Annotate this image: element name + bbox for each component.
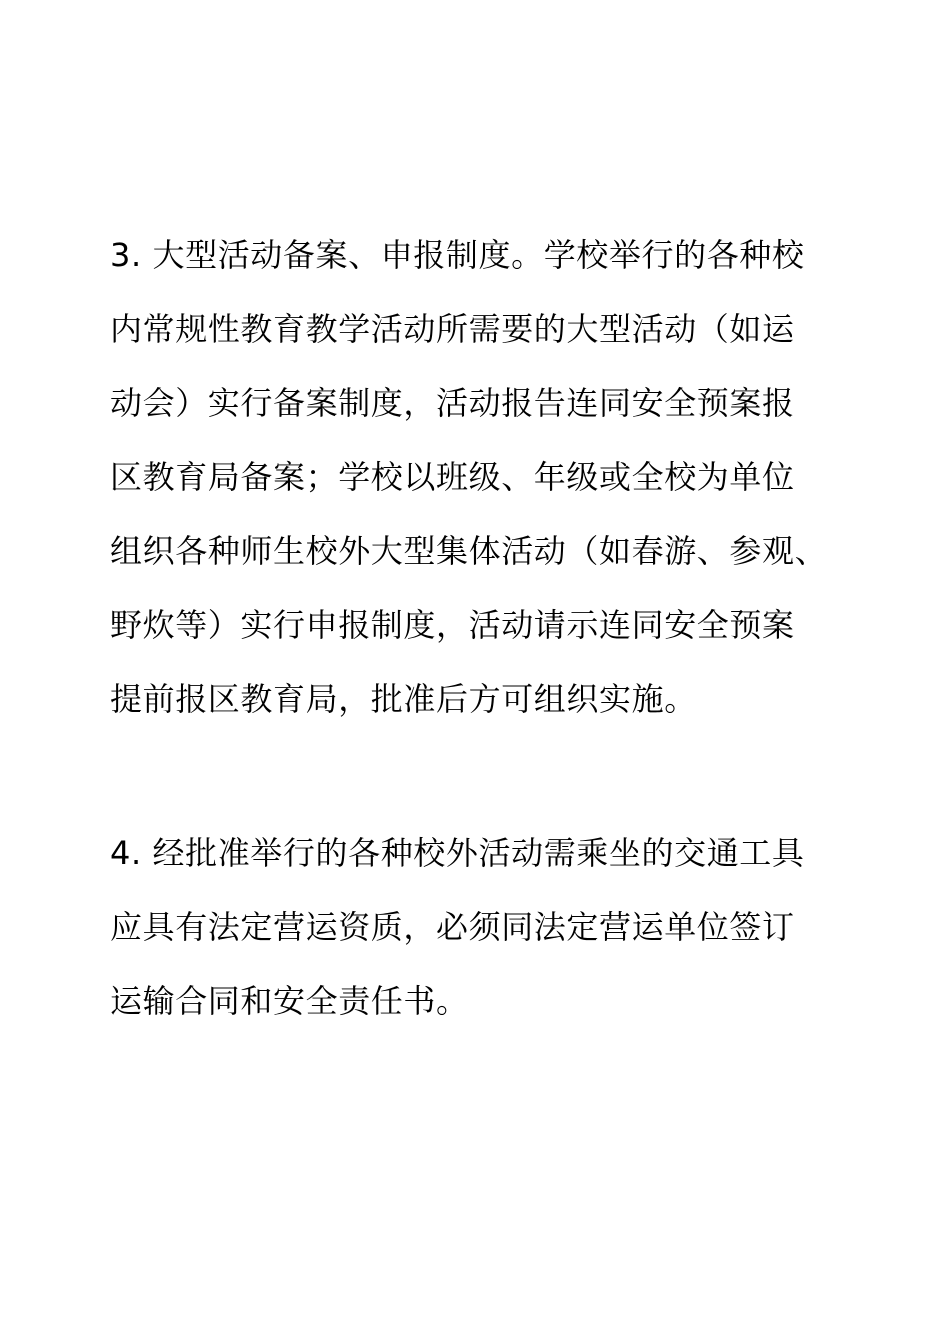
paragraph-line: 野炊等）实行申报制度，活动请示连同安全预案 xyxy=(110,606,795,644)
paragraph-line: 3. 大型活动备案、申报制度。学校举行的各种校 xyxy=(110,236,805,274)
paragraph-line: 运输合同和安全责任书。 xyxy=(110,982,469,1020)
paragraph-line: 4. 经批准举行的各种校外活动需乘坐的交通工具 xyxy=(110,834,805,872)
paragraph-line: 区教育局备案；学校以班级、年级或全校为单位 xyxy=(110,458,795,496)
paragraph-3 xyxy=(110,232,870,750)
paragraph-line: 提前报区教育局，批准后方可组织实施。 xyxy=(110,680,697,718)
paragraph-line: 应具有法定营运资质，必须同法定营运单位签订 xyxy=(110,908,795,946)
paragraph-4 xyxy=(110,830,870,1052)
paragraph-line: 动会）实行备案制度，活动报告连同安全预案报 xyxy=(110,384,795,422)
paragraph-line: 组织各种师生校外大型集体活动（如春游、参观、 xyxy=(110,532,828,570)
paragraph-line: 内常规性教育教学活动所需要的大型活动（如运 xyxy=(110,310,795,348)
